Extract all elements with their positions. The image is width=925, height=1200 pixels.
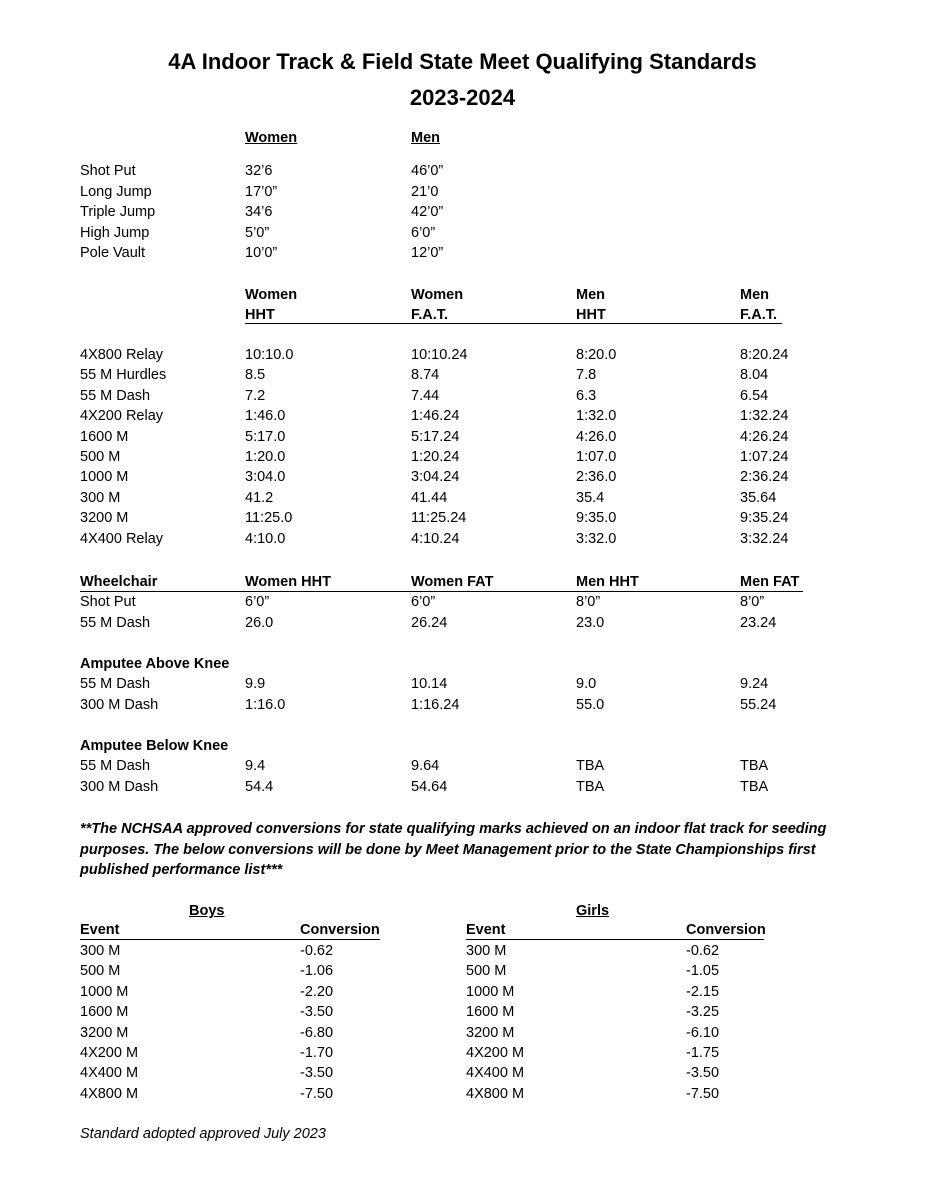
girls-conversion-value: -3.50	[686, 1065, 720, 1082]
field-event-name: Shot Put	[80, 163, 136, 179]
girls-event-name: 4X200 M	[466, 1045, 525, 1061]
women-hht-value: 1:46.0	[245, 408, 286, 425]
boys-event-name: 1600 M	[80, 1004, 129, 1021]
run-header-women-hht-top: Women	[245, 287, 298, 303]
girls-conversion-value: -0.62	[686, 943, 720, 959]
event-name: 300 M	[80, 489, 121, 506]
women-hht-value: 11:25.0	[245, 510, 293, 527]
girls-event-name: 1600 M	[466, 1004, 515, 1021]
women-fat-value: 9.64	[411, 758, 440, 774]
men-fat-value: TBA	[740, 758, 769, 774]
men-fat-value: 35.64	[740, 489, 777, 506]
run-header-women-fat: F.A.T.	[411, 307, 449, 323]
boys-event-name: 500 M	[80, 963, 121, 980]
boys-event-name: 3200 M	[80, 1024, 129, 1041]
women-hht-value: 3:04.0	[245, 469, 286, 486]
women-fat-value: 1:20.24	[411, 449, 460, 465]
boys-conversion-value: -3.50	[300, 1065, 334, 1082]
men-hht-value: 8’0”	[576, 594, 601, 610]
men-fat-value: 6.54	[740, 387, 769, 404]
event-name: 300 M Dash	[80, 778, 159, 795]
men-hht-value: 1:07.0	[576, 449, 617, 465]
women-hht-value: 1:16.0	[245, 696, 286, 713]
field-women-mark: 32’6	[245, 163, 273, 179]
men-hht-value: TBA	[576, 778, 605, 795]
boys-header-rule	[80, 939, 380, 940]
men-fat-value: 8.04	[740, 367, 769, 384]
field-women-mark: 34’6	[245, 204, 273, 220]
men-hht-value: 9.0	[576, 676, 597, 692]
men-hht-value: 35.4	[576, 489, 605, 506]
wheelchair-header-rule	[80, 591, 803, 592]
field-men-mark: 12’0”	[411, 245, 444, 261]
field-men-mark: 21’0	[411, 183, 439, 200]
above-knee-heading: Amputee Above Knee	[80, 656, 230, 672]
wheelchair-header-men-hht: Men HHT	[576, 574, 639, 590]
field-event-name: Long Jump	[80, 183, 152, 200]
men-fat-value: 4:26.24	[740, 428, 789, 445]
women-hht-value: 41.2	[245, 489, 274, 506]
men-fat-value: 9:35.24	[740, 510, 789, 527]
men-hht-value: 7.8	[576, 367, 597, 384]
boys-conversion-value: -6.80	[300, 1024, 334, 1041]
women-fat-value: 4:10.24	[411, 530, 460, 547]
page-subtitle: 2023-2024	[409, 85, 516, 110]
girls-conversion-value: -7.50	[686, 1085, 720, 1102]
field-header-men: Men	[411, 130, 440, 146]
girls-event-name: 3200 M	[466, 1024, 515, 1041]
boys-conversion-header: Conversion	[300, 922, 380, 938]
men-hht-value: TBA	[576, 758, 605, 774]
girls-conversion-header: Conversion	[686, 922, 766, 938]
men-fat-value: 8’0”	[740, 594, 765, 610]
event-name: 55 M Dash	[80, 758, 151, 774]
girls-header-rule	[466, 939, 764, 940]
women-hht-value: 9.4	[245, 758, 266, 774]
women-fat-value: 3:04.24	[411, 469, 460, 486]
boys-event-name: 4X400 M	[80, 1065, 139, 1082]
boys-conversion-value: -0.62	[300, 943, 334, 959]
event-name: 55 M Dash	[80, 387, 151, 404]
event-name: 300 M Dash	[80, 696, 159, 713]
girls-conversion-value: -1.75	[686, 1045, 720, 1061]
women-fat-value: 1:46.24	[411, 408, 460, 425]
women-hht-value: 6’0”	[245, 594, 270, 610]
girls-event-header: Event	[466, 922, 506, 938]
footer-note: Standard adopted approved July 2023	[80, 1126, 326, 1142]
women-hht-value: 4:10.0	[245, 530, 286, 547]
run-header-women-hht: HHT	[245, 307, 275, 323]
conversion-note: **The NCHSAA approved conversions for state qualifying marks achieved on an indoor flat track for seeding purposes. The below conversions will be done by Meet Management prior to the State Championships first published performance list***	[80, 821, 827, 878]
women-fat-value: 7.44	[411, 387, 440, 404]
boys-conversion-value: -7.50	[300, 1085, 334, 1102]
men-hht-value: 9:35.0	[576, 510, 617, 527]
men-fat-value: TBA	[740, 778, 769, 795]
girls-conversion-value: -6.10	[686, 1024, 720, 1041]
boys-label: Boys	[189, 903, 225, 919]
field-women-mark: 17’0”	[245, 183, 278, 200]
wheelchair-header-event: Wheelchair	[80, 574, 158, 590]
wheelchair-header-women-hht: Women HHT	[245, 574, 331, 590]
boys-conversion-value: -1.70	[300, 1045, 334, 1061]
girls-event-name: 4X400 M	[466, 1065, 525, 1082]
event-name: 4X800 Relay	[80, 347, 164, 363]
men-hht-value: 3:32.0	[576, 530, 617, 547]
field-women-mark: 10’0”	[245, 245, 278, 261]
event-name: 55 M Dash	[80, 614, 151, 631]
women-hht-value: 5:17.0	[245, 428, 286, 445]
event-name: 500 M	[80, 449, 121, 465]
women-fat-value: 8.74	[411, 367, 440, 384]
event-name: 1000 M	[80, 469, 129, 486]
run-header-men-fat: F.A.T.	[740, 307, 778, 323]
men-fat-value: 9.24	[740, 676, 769, 692]
men-fat-value: 2:36.24	[740, 469, 789, 486]
event-name: 55 M Dash	[80, 676, 151, 692]
men-hht-value: 23.0	[576, 614, 605, 631]
men-fat-value: 55.24	[740, 696, 777, 713]
field-men-mark: 42’0”	[411, 204, 444, 220]
women-fat-value: 6’0”	[411, 594, 436, 610]
girls-conversion-value: -2.15	[686, 983, 720, 1000]
boys-event-name: 1000 M	[80, 983, 129, 1000]
women-hht-value: 7.2	[245, 387, 266, 404]
men-hht-value: 1:32.0	[576, 408, 617, 425]
girls-conversion-value: -3.25	[686, 1004, 720, 1021]
run-header-men-hht: HHT	[576, 307, 606, 323]
women-fat-value: 26.24	[411, 614, 448, 631]
men-fat-value: 23.24	[740, 614, 777, 631]
event-name: 1600 M	[80, 428, 129, 445]
boys-conversion-value: -3.50	[300, 1004, 334, 1021]
wheelchair-header-men-fat: Men FAT	[740, 574, 800, 590]
women-hht-value: 9.9	[245, 676, 266, 692]
field-event-name: Triple Jump	[80, 204, 156, 220]
men-hht-value: 55.0	[576, 696, 605, 713]
men-hht-value: 8:20.0	[576, 347, 617, 363]
event-name: 4X200 Relay	[80, 408, 164, 425]
girls-label: Girls	[576, 903, 610, 919]
run-header-men-fat-top: Men	[740, 287, 769, 303]
field-men-mark: 6’0”	[411, 224, 436, 241]
run-header-rule	[245, 323, 782, 324]
boys-conversion-value: -1.06	[300, 963, 334, 980]
field-women-mark: 5’0”	[245, 224, 270, 241]
women-fat-value: 54.64	[411, 778, 448, 795]
men-fat-value: 3:32.24	[740, 530, 789, 547]
event-name: 3200 M	[80, 510, 129, 527]
men-fat-value: 1:32.24	[740, 408, 789, 425]
girls-conversion-value: -1.05	[686, 963, 720, 980]
field-header-women: Women	[245, 130, 298, 146]
field-men-mark: 46’0”	[411, 163, 444, 179]
women-fat-value: 41.44	[411, 489, 448, 506]
women-hht-value: 8.5	[245, 367, 266, 384]
event-name: 55 M Hurdles	[80, 367, 167, 384]
women-fat-value: 10.14	[411, 676, 448, 692]
run-header-men-hht-top: Men	[576, 287, 605, 303]
below-knee-heading: Amputee Below Knee	[80, 738, 229, 754]
women-fat-value: 11:25.24	[411, 510, 467, 527]
girls-event-name: 4X800 M	[466, 1085, 525, 1102]
event-name: 4X400 Relay	[80, 530, 164, 547]
boys-event-header: Event	[80, 922, 120, 938]
women-hht-value: 10:10.0	[245, 347, 294, 363]
girls-event-name: 300 M	[466, 943, 507, 959]
run-header-women-fat-top: Women	[411, 287, 464, 303]
men-hht-value: 2:36.0	[576, 469, 617, 486]
page-title: 4A Indoor Track & Field State Meet Qualifying Standards	[168, 49, 757, 74]
women-hht-value: 26.0	[245, 614, 274, 631]
women-fat-value: 1:16.24	[411, 696, 460, 713]
field-event-name: Pole Vault	[80, 245, 146, 261]
women-hht-value: 54.4	[245, 778, 274, 795]
men-hht-value: 6.3	[576, 387, 597, 404]
girls-event-name: 1000 M	[466, 983, 515, 1000]
field-event-name: High Jump	[80, 224, 150, 241]
men-hht-value: 4:26.0	[576, 428, 617, 445]
women-hht-value: 1:20.0	[245, 449, 286, 465]
men-fat-value: 1:07.24	[740, 449, 789, 465]
wheelchair-header-women-fat: Women FAT	[411, 574, 494, 590]
women-fat-value: 10:10.24	[411, 347, 468, 363]
girls-event-name: 500 M	[466, 963, 507, 980]
boys-conversion-value: -2.20	[300, 983, 334, 1000]
boys-event-name: 4X800 M	[80, 1085, 139, 1102]
women-fat-value: 5:17.24	[411, 428, 460, 445]
men-fat-value: 8:20.24	[740, 347, 789, 363]
event-name: Shot Put	[80, 594, 136, 610]
boys-event-name: 4X200 M	[80, 1045, 139, 1061]
boys-event-name: 300 M	[80, 943, 121, 959]
